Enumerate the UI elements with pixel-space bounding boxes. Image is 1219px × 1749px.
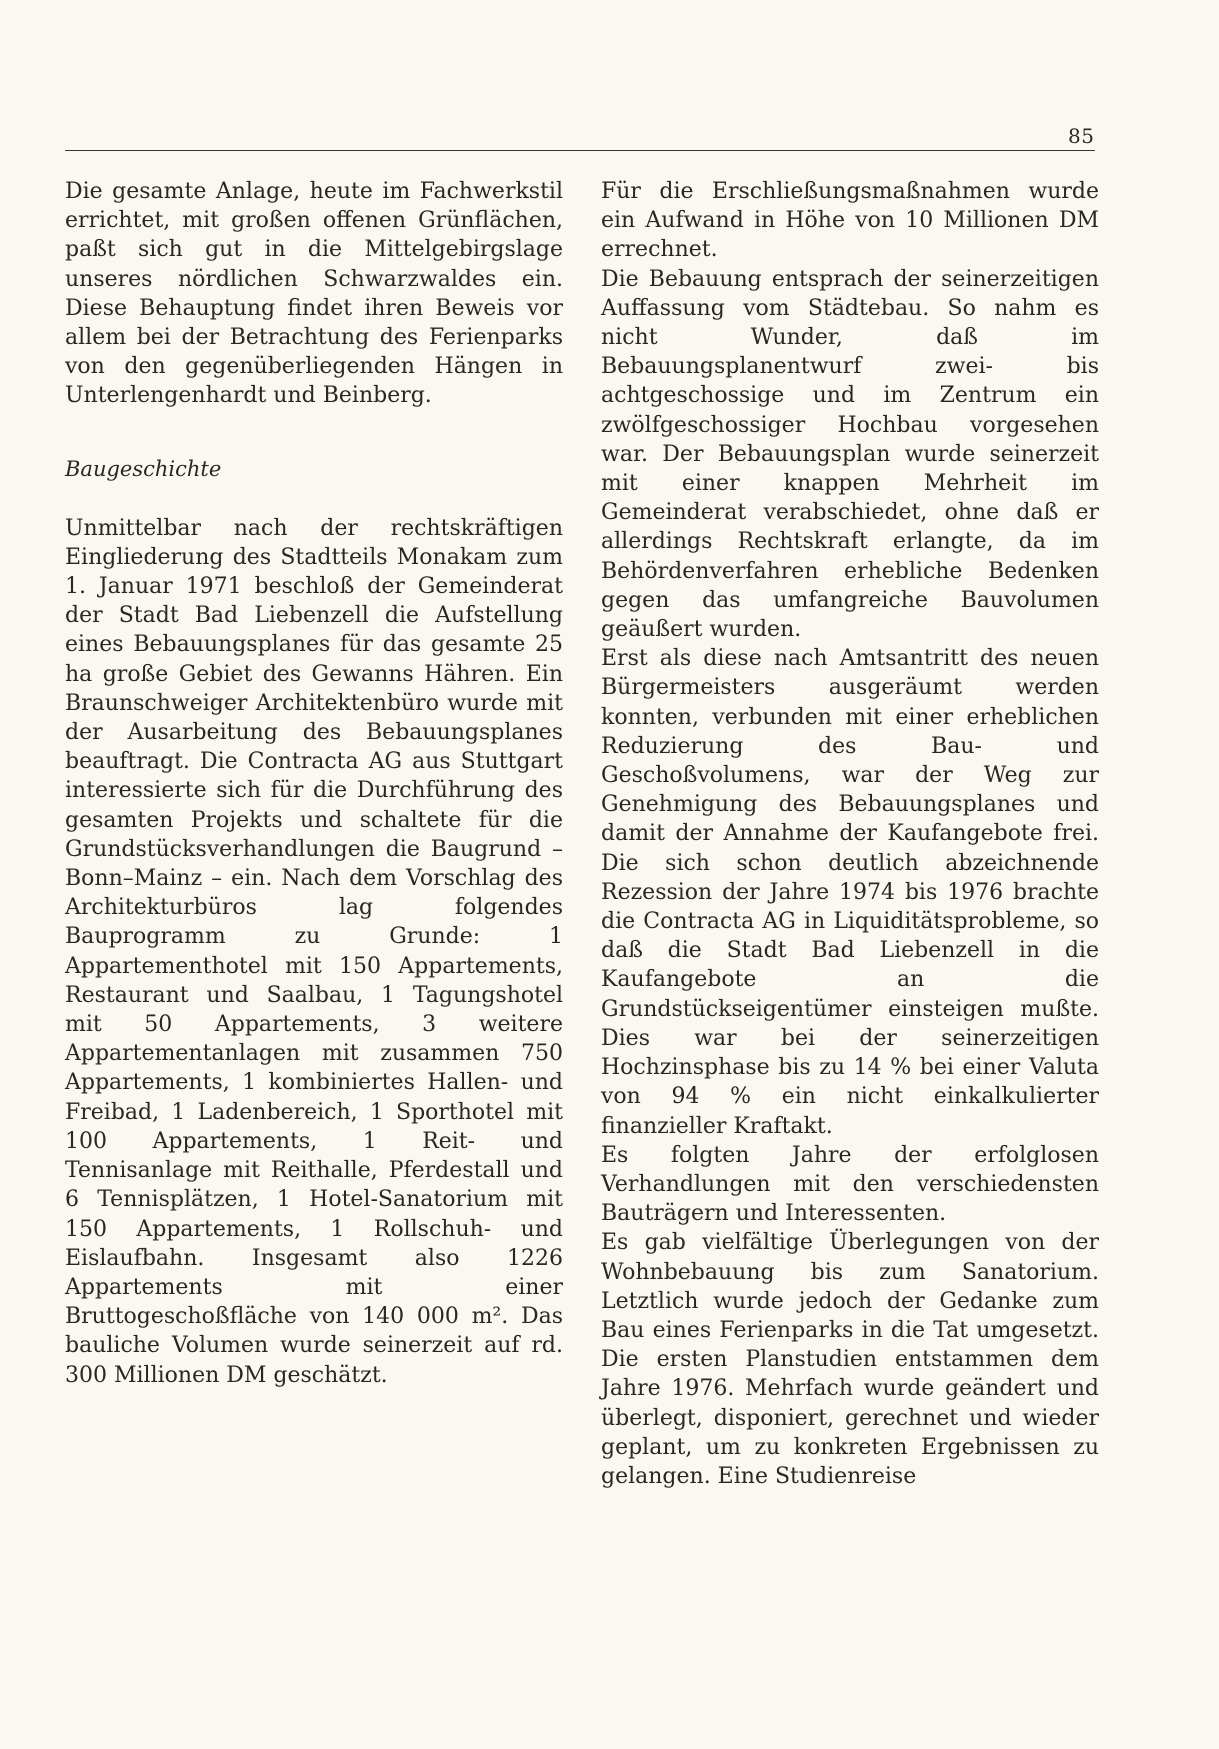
paragraph: Für die Erschließungsmaßnahmen wurde ein Aufwand in Höhe von 10 Millionen DM errechnet.	[601, 179, 1099, 263]
intro-paragraph: Die gesamte Anlage, heute im Fachwerkstil errichtet, mit großen offenen Grünflächen, paßt sich gut in die Mittelgebirgslage unseres nördlichen Schwarzwaldes ein. Diese Behauptung findet ihren Beweis vor allem bei der Betrachtung des Ferienparks von den gegenüberliegenden Hängen in Unterlengenhardt und Beinberg.	[65, 179, 563, 409]
paragraph: Erst als diese nach Amtsantritt des neuen Bürgermeisters ausgeräumt werden konnten, verbunden mit einer erheblichen Reduzierung des Bau- und Geschoßvolumens, war der Weg zur Genehmigung des Bebauungsplanes und damit der Annahme der Kaufangebote frei. Die sich schon deutlich abzeichnende Rezession der Jahre 1974 bis 1976 brachte die Contracta AG in Liquiditätsprobleme, so daß die Stadt Bad Liebenzell in die Kaufangebote an die Grundstückseigentümer einsteigen mußte. Dies war bei der seinerzeitigen Hochzinsphase bis zu 14 % bei einer Valuta von 94 % ein nicht einkalkulierter finanzieller Kraftakt.	[601, 646, 1099, 1139]
header-rule	[65, 150, 1095, 151]
page-number: 85	[1068, 124, 1095, 148]
history-paragraph: Unmittelbar nach der rechtskräftigen Eingliederung des Stadtteils Monakam zum 1. Januar 1971 beschloß der Gemeinderat der Stadt Bad Liebenzell die Aufstellung eines Bebauungsplanes für das gesamte 25 ha große Gebiet des Gewanns Hähren. Ein Braunschweiger Architektenbüro wurde mit der Ausarbeitung des Bebauungsplanes beauftragt. Die Contracta AG aus Stuttgart interessierte sich für die Durchführung des gesamten Projekts und schaltete für die Grundstücksverhandlungen die Baugrund – Bonn–Mainz – ein. Nach dem Vorschlag des Architekturbüros lag folgendes Bauprogramm zu Grunde: 1 Appartementhotel mit 150 Appartements, Restaurant und Saalbau, 1 Tagungshotel mit 50 Appartements, 3 weitere Appartementanlagen mit zusammen 750 Appartements, 1 kombiniertes Hallen- und Freibad, 1 Ladenbereich, 1 Sporthotel mit 100 Appartements, 1 Reit- und Tennisanlage mit Reithalle, Pferdestall und 6 Tennisplätzen, 1 Hotel-Sanatorium mit 150 Appartements, 1 Rollschuh- und Eislaufbahn. Insgesamt also 1226 Appartements mit einer Bruttogeschoßfläche von 140 000 m². Das bauliche Volumen wurde seinerzeit auf rd. 300 Millionen DM geschätzt.	[65, 515, 563, 1388]
paragraph: Es folgten Jahre der erfolglosen Verhandlungen mit den verschiedensten Bauträgern und Interessenten.	[601, 1142, 1099, 1227]
section-spacer	[65, 484, 563, 514]
section-heading: Baugeschichte	[65, 456, 222, 481]
paragraph: Es gab vielfältige Überlegungen von der Wohnbebauung bis zum Sanatorium. Letztlich wurde jedoch der Gedanke zum Bau eines Ferienparks in die Tat umgesetzt. Die ersten Planstudien entstammen dem Jahre 1976. Mehrfach wurde geändert und überlegt, disponiert, gerechnet und wieder geplant, um zu konkreten Ergebnissen zu gelangen. Eine Studienreise	[601, 1230, 1099, 1489]
section-spacer	[65, 411, 563, 455]
right-column	[601, 177, 1099, 1491]
left-column	[65, 177, 563, 1390]
paragraph: Die Bebauung entsprach der seinerzeitigen Auffassung vom Städtebau. So nahm es nicht Wunder, daß im Bebauungsplanentwurf zwei- bis achtgeschossige und im Zentrum ein zwölfgeschossiger Hochbau vorgesehen war. Der Bebauungsplan wurde seinerzeit mit einer knappen Mehrheit im Gemeinderat verabschiedet, ohne daß er allerdings Rechtskraft erlangte, da im Behördenverfahren erhebliche Bedenken gegen das umfangreiche Bauvolumen geäußert wurden.	[601, 266, 1099, 643]
